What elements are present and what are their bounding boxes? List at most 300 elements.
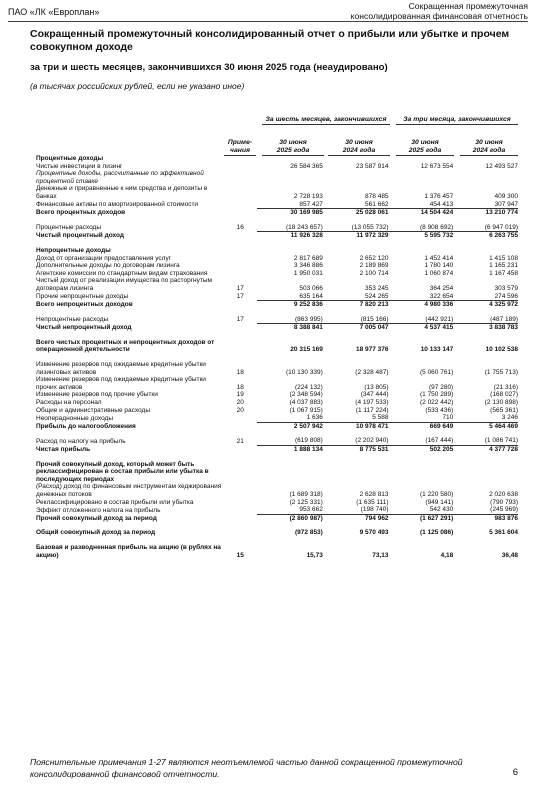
row-label: Чистый процентный доход — [36, 232, 124, 240]
row-note: 17 — [236, 293, 244, 300]
row-label — [36, 332, 223, 339]
row-value: 11 926 328 — [257, 232, 323, 240]
row-value: 12 493 527 — [485, 162, 518, 170]
table-row — [36, 544, 518, 559]
row-note — [223, 483, 257, 498]
row-note — [223, 262, 257, 270]
row-label: Изменение резервов под ожидаемые кредитные убытки лизинговых активов — [36, 361, 206, 376]
group-three-months: За три месяца, закончившихся — [396, 116, 518, 125]
row-value — [389, 354, 454, 361]
row-value: 322 654 — [429, 292, 454, 300]
row-value: 542 430 — [429, 506, 454, 514]
row-value: 9 252 836 — [257, 301, 323, 309]
row-value: 14 504 424 — [389, 209, 454, 217]
row-value — [453, 430, 518, 437]
col-3m-2024-l2: 2024 года — [460, 147, 518, 156]
row-value: (533 436) — [425, 406, 454, 414]
row-note — [223, 414, 257, 422]
row-value: 10 978 471 — [323, 422, 389, 430]
table-row — [36, 255, 518, 263]
row-value — [453, 247, 518, 255]
row-value: 6 263 755 — [453, 232, 518, 240]
row-value: 9 570 493 — [359, 529, 389, 537]
row-label: (Расход) доход по финансовым инструментам хеджирования денежных потоков — [36, 483, 222, 498]
row-value: 11 972 329 — [323, 232, 389, 240]
row-value — [389, 155, 454, 163]
spacer-row — [36, 309, 518, 316]
row-value: 2 189 869 — [359, 262, 389, 270]
table-row — [36, 399, 518, 407]
row-note — [223, 163, 257, 171]
footnote: Пояснительные примечания 1-27 являются неотъемлемой частью данной сокращенной промежуточной консолидированной финансовой отчетности. — [30, 757, 463, 779]
row-value: 1 888 134 — [257, 446, 323, 454]
row-value: (1 125 086) — [419, 529, 454, 537]
row-value: 454 413 — [429, 200, 454, 208]
row-value — [323, 309, 389, 316]
row-note: 20 — [236, 406, 244, 414]
row-value: 353 245 — [365, 284, 389, 292]
table-row — [36, 506, 518, 514]
row-value: (168 027) — [490, 391, 518, 399]
row-value — [257, 240, 323, 247]
row-note — [223, 309, 257, 316]
row-value: 4 980 336 — [389, 301, 454, 309]
table-row — [36, 185, 518, 200]
row-value: 2 100 714 — [359, 269, 389, 277]
row-value: 3 246 — [501, 414, 518, 422]
table-row — [36, 316, 518, 324]
row-label: Всего процентных доходов — [36, 209, 126, 217]
row-value: (10 130 339) — [285, 368, 323, 376]
row-label — [36, 430, 223, 437]
row-value: (347 444) — [360, 391, 389, 399]
row-value: 524 265 — [365, 292, 389, 300]
row-value: 5 595 732 — [389, 232, 454, 240]
col-6m-2024-l2: 2024 года — [328, 147, 390, 156]
row-label: Всего чистых процентных и непроцентных доходов от операционной деятельности — [36, 338, 215, 354]
row-value: 7 005 047 — [323, 324, 389, 332]
row-value — [257, 332, 323, 339]
row-value — [389, 537, 454, 544]
row-value: (1 117 224) — [355, 406, 389, 414]
row-value: 4,18 — [440, 551, 454, 559]
row-value — [389, 461, 454, 484]
row-value: 30 169 985 — [257, 209, 323, 217]
row-value — [323, 354, 389, 361]
row-value: 36,48 — [501, 551, 518, 559]
col-3m-2024-l1: 30 июня — [475, 139, 503, 146]
row-value: 2 020 638 — [489, 490, 518, 498]
row-value: 2 652 120 — [359, 254, 389, 262]
row-note — [223, 499, 257, 507]
row-value: (2 348 594) — [289, 391, 323, 399]
spacer-row — [36, 332, 518, 339]
row-value: 3 838 783 — [453, 324, 518, 332]
spacer-row — [36, 217, 518, 224]
row-value — [323, 430, 389, 437]
row-value — [257, 247, 323, 255]
row-value: 23 587 914 — [356, 162, 389, 170]
row-value: 274 596 — [494, 292, 518, 300]
row-value — [257, 522, 323, 529]
notes-header-line2: чания — [224, 147, 256, 156]
row-note — [223, 537, 257, 544]
row-value: (949 141) — [425, 498, 454, 506]
row-note — [223, 232, 257, 240]
row-note: 17 — [236, 284, 244, 292]
company-name: ПАО «ЛК «Европлан» — [8, 7, 100, 17]
row-value — [389, 217, 454, 224]
row-value: (4 197 533) — [355, 399, 389, 407]
row-value: (97 280) — [429, 383, 454, 391]
row-note — [223, 185, 257, 200]
row-value — [323, 155, 389, 163]
row-label — [36, 309, 223, 316]
row-note: 16 — [236, 224, 244, 232]
row-label — [36, 454, 223, 461]
table-row — [36, 422, 518, 430]
table-row — [36, 209, 518, 217]
income-statement-table — [36, 155, 518, 559]
row-label: Прибыль до налогообложения — [36, 422, 136, 430]
row-value: 4 325 972 — [453, 301, 518, 309]
row-label: Изменение резервов под ожидаемые кредитные убытки прочих активов — [36, 376, 206, 391]
table-row — [36, 514, 518, 522]
row-note — [223, 217, 257, 224]
row-value — [323, 247, 389, 255]
row-value: (565 361) — [490, 406, 518, 414]
row-value: 307 947 — [494, 200, 518, 208]
row-note — [223, 247, 257, 255]
row-label: Чистый доход от реализации имущества по расторгнутым договорам лизинга — [36, 277, 213, 292]
row-value: 2 628 813 — [359, 490, 389, 498]
statement-title: Сокращенный промежуточный консолидированный отчет о прибыли или убытке и прочем совокупном доходе — [30, 28, 510, 53]
row-value — [257, 309, 323, 316]
row-label: Общий совокупный доход за период — [36, 529, 156, 537]
table-row — [36, 293, 518, 301]
row-note: 20 — [236, 399, 244, 407]
row-value: 26 584 365 — [290, 162, 323, 170]
row-label: Доход от организации предоставления услуг — [36, 254, 172, 262]
row-label: Денежные и приравненные к ним средства и депозиты в банках — [36, 185, 208, 200]
row-value — [389, 247, 454, 255]
row-value: (224 132) — [295, 383, 323, 391]
row-note — [223, 339, 257, 354]
row-value: 5 588 — [372, 414, 389, 422]
row-value: (815 166) — [360, 315, 389, 323]
row-value: (167 444) — [425, 437, 454, 445]
row-note — [223, 446, 257, 454]
notes-header-line1: Приме- — [227, 139, 253, 146]
report-type-line2: консолидированная финансовая отчетность — [350, 10, 528, 21]
row-value — [389, 170, 454, 185]
col-6m-2024-l1: 30 июня — [345, 139, 373, 146]
row-value: (790 793) — [490, 498, 518, 506]
col-3m-2025-l1: 30 июня — [411, 139, 439, 146]
notes-header — [224, 139, 256, 156]
row-value — [257, 354, 323, 361]
table-row — [36, 277, 518, 292]
col-6m-2025-l2: 2025 года — [262, 147, 324, 156]
row-label: Процентные доходы — [36, 155, 104, 162]
row-value — [453, 354, 518, 361]
row-value: (21 316) — [493, 383, 518, 391]
table-row — [36, 262, 518, 270]
spacer-row — [36, 537, 518, 544]
table-row — [36, 499, 518, 507]
row-label: Чистая прибыль — [36, 446, 91, 453]
row-value: 1 165 231 — [489, 262, 518, 270]
row-label: Реклассифицировано в состав прибыли или убытка — [36, 498, 194, 506]
row-note: 18 — [236, 368, 244, 376]
row-note — [223, 324, 257, 332]
row-note — [223, 270, 257, 278]
table-row — [36, 301, 518, 309]
row-label: Расход по налогу на прибыль — [36, 437, 126, 445]
table-row — [36, 483, 518, 498]
row-note: 15 — [236, 551, 244, 559]
row-value: 857 427 — [299, 200, 323, 208]
row-value: 2 507 942 — [257, 422, 323, 430]
row-value: 4 537 415 — [389, 324, 454, 332]
row-value: 1 452 414 — [424, 254, 454, 262]
row-value — [257, 461, 323, 484]
row-value: (8 908 692) — [419, 223, 454, 231]
row-value: 10 102 538 — [485, 346, 518, 354]
table-row — [36, 461, 518, 484]
row-value: 25 028 061 — [323, 209, 389, 217]
row-note: 19 — [236, 391, 244, 399]
row-value: 15,73 — [306, 551, 323, 559]
table-row — [36, 407, 518, 415]
row-value — [323, 537, 389, 544]
row-value: 2 817 689 — [293, 254, 323, 262]
row-value: 1 636 — [306, 414, 323, 422]
row-note — [223, 430, 257, 437]
row-value: 5 361 604 — [489, 529, 518, 537]
row-value: (2 130 898) — [484, 399, 518, 407]
row-value: 1 780 140 — [424, 262, 454, 270]
row-value: (1 750 289) — [419, 391, 454, 399]
row-value: (198 740) — [360, 506, 389, 514]
row-value: 409 300 — [494, 192, 518, 200]
col-3m-2025 — [396, 139, 454, 156]
row-value — [453, 217, 518, 224]
row-value: (18 243 657) — [285, 223, 323, 231]
row-value: (1 635 111) — [356, 498, 389, 506]
row-note — [223, 332, 257, 339]
row-note — [223, 209, 257, 217]
row-label: Непроцентные доходы — [36, 246, 111, 254]
row-value: 1 950 031 — [293, 269, 323, 277]
row-label: Всего непроцентных доходов — [36, 301, 133, 309]
row-value: (2 022 442) — [419, 399, 454, 407]
row-value: (1 689 318) — [289, 490, 323, 498]
row-value: (619 808) — [295, 437, 323, 445]
row-label: Эффект отложенного налога на прибыль — [36, 506, 161, 514]
row-note — [223, 240, 257, 247]
row-note: 18 — [236, 383, 244, 391]
row-label: Неопераднонные доходы — [36, 414, 114, 422]
row-value — [389, 309, 454, 316]
row-value: (2 328 487) — [355, 368, 389, 376]
row-value — [323, 170, 389, 185]
row-label: Дополнительные доходы по договорам лизинга — [36, 262, 180, 270]
row-value — [453, 240, 518, 247]
row-value: (972 853) — [295, 529, 323, 537]
table-row — [36, 437, 518, 445]
row-value: (1 086 741) — [484, 437, 518, 445]
row-note — [223, 255, 257, 263]
row-value — [323, 217, 389, 224]
group-six-months: За шесть месяцев, закончившихся — [262, 116, 390, 125]
row-note — [223, 529, 257, 537]
spacer-row — [36, 354, 518, 361]
row-value: 1 060 874 — [424, 269, 454, 277]
spacer-row — [36, 240, 518, 247]
row-value — [389, 430, 454, 437]
row-value: 669 649 — [389, 422, 454, 430]
table-row — [36, 376, 518, 391]
col-3m-2024 — [460, 139, 518, 156]
row-value: (5 060 761) — [419, 368, 454, 376]
row-value: (1 067 915) — [289, 406, 323, 414]
row-value: 503 066 — [299, 284, 323, 292]
row-value — [323, 240, 389, 247]
spacer-row — [36, 454, 518, 461]
spacer-row — [36, 430, 518, 437]
row-value: (442 921) — [425, 315, 454, 323]
row-value: (1 755 713) — [484, 368, 518, 376]
row-note — [223, 354, 257, 361]
row-label: Чистые инвестиции в лизинг — [36, 162, 123, 170]
table-row — [36, 247, 518, 255]
row-value — [257, 170, 323, 185]
row-note — [223, 422, 257, 430]
table-row — [36, 361, 518, 376]
row-label: Прочие непроцентные доходы — [36, 293, 129, 300]
row-value: 4 377 728 — [453, 446, 518, 454]
row-value: 12 673 554 — [420, 162, 454, 170]
row-value: 561 662 — [365, 200, 389, 208]
row-value — [257, 454, 323, 461]
row-value — [257, 537, 323, 544]
row-value: (2 125 331) — [289, 498, 323, 506]
row-value: 794 962 — [323, 514, 389, 522]
row-value: 3 346 886 — [293, 262, 323, 270]
row-note — [223, 454, 257, 461]
row-value — [257, 155, 323, 163]
row-value: 953 662 — [299, 506, 323, 514]
row-value — [453, 332, 518, 339]
table-row — [36, 339, 518, 354]
row-value — [389, 454, 454, 461]
row-value — [389, 332, 454, 339]
row-value — [453, 155, 518, 163]
row-note — [223, 170, 257, 185]
row-label — [36, 240, 223, 247]
row-value: 1 376 457 — [424, 192, 454, 200]
row-value: 710 — [442, 414, 454, 422]
row-value: (487 189) — [490, 315, 518, 323]
row-value: 878 485 — [365, 192, 389, 200]
row-value — [257, 217, 323, 224]
col-6m-2025 — [262, 139, 324, 156]
table-row — [36, 324, 518, 332]
row-note — [223, 201, 257, 209]
units-note: (в тысячах российских рублей, если не указано иное) — [30, 81, 245, 91]
statement-subtitle: за три и шесть месяцев, закончившихся 30 июня 2025 года (неаудировано) — [30, 62, 388, 73]
row-value — [453, 522, 518, 529]
row-label: Непроцентные расходы — [36, 316, 109, 324]
row-value: 303 579 — [494, 284, 518, 292]
row-label: Базовая и разводненная прибыль на акцию (в рублях на акцию) — [36, 543, 221, 559]
row-value — [389, 240, 454, 247]
row-value — [453, 309, 518, 316]
row-value: 364 254 — [429, 284, 454, 292]
row-value: 20 315 169 — [290, 346, 323, 354]
row-value — [453, 537, 518, 544]
row-value: (4 037 883) — [289, 399, 323, 407]
row-label: Прочий совокупный доход, который может быть реклассифицирован в состав прибыли или убытка в последующих периодах — [36, 460, 209, 483]
row-value — [389, 522, 454, 529]
row-value: (863 995) — [295, 315, 323, 323]
row-note: 17 — [236, 316, 244, 324]
page-header — [8, 3, 528, 22]
col-6m-2025-l1: 30 июня — [279, 139, 307, 146]
row-value: (2 202 940) — [355, 437, 389, 445]
row-value — [257, 430, 323, 437]
row-value: (245 969) — [490, 506, 518, 514]
table-row — [36, 232, 518, 240]
row-label — [36, 217, 223, 224]
row-value: 8 775 531 — [323, 446, 389, 454]
row-value: 13 210 774 — [453, 209, 518, 217]
table-row — [36, 224, 518, 232]
row-value: 983 876 — [453, 514, 518, 522]
row-value: 5 464 469 — [453, 422, 518, 430]
row-value — [323, 332, 389, 339]
row-value: 1 415 108 — [489, 254, 518, 262]
row-value: (2 860 987) — [257, 514, 323, 522]
row-value — [453, 454, 518, 461]
row-value — [323, 454, 389, 461]
table-row — [36, 529, 518, 537]
table-row — [36, 391, 518, 399]
row-value: 502 205 — [389, 446, 454, 454]
row-label — [36, 537, 223, 544]
row-value: (1 220 580) — [419, 490, 454, 498]
row-value: 2 728 193 — [293, 192, 323, 200]
row-value — [323, 461, 389, 484]
row-value — [453, 170, 518, 185]
row-value: (6 947 019) — [484, 223, 518, 231]
row-value: (13 805) — [364, 383, 389, 391]
table-row — [36, 414, 518, 422]
row-value: (13 055 732) — [351, 223, 389, 231]
row-value — [323, 522, 389, 529]
row-label: Изменение резервов под прочие убытки — [36, 391, 158, 399]
table-row — [36, 155, 518, 163]
row-note — [223, 301, 257, 309]
row-value: (1 627 291) — [389, 514, 454, 522]
row-value: 8 388 841 — [257, 324, 323, 332]
table-row — [36, 201, 518, 209]
row-note — [223, 522, 257, 529]
row-value: 7 820 213 — [323, 301, 389, 309]
row-label: Финансовые активы по амортизированной стоимости — [36, 201, 199, 209]
row-value: 10 133 147 — [420, 346, 454, 354]
